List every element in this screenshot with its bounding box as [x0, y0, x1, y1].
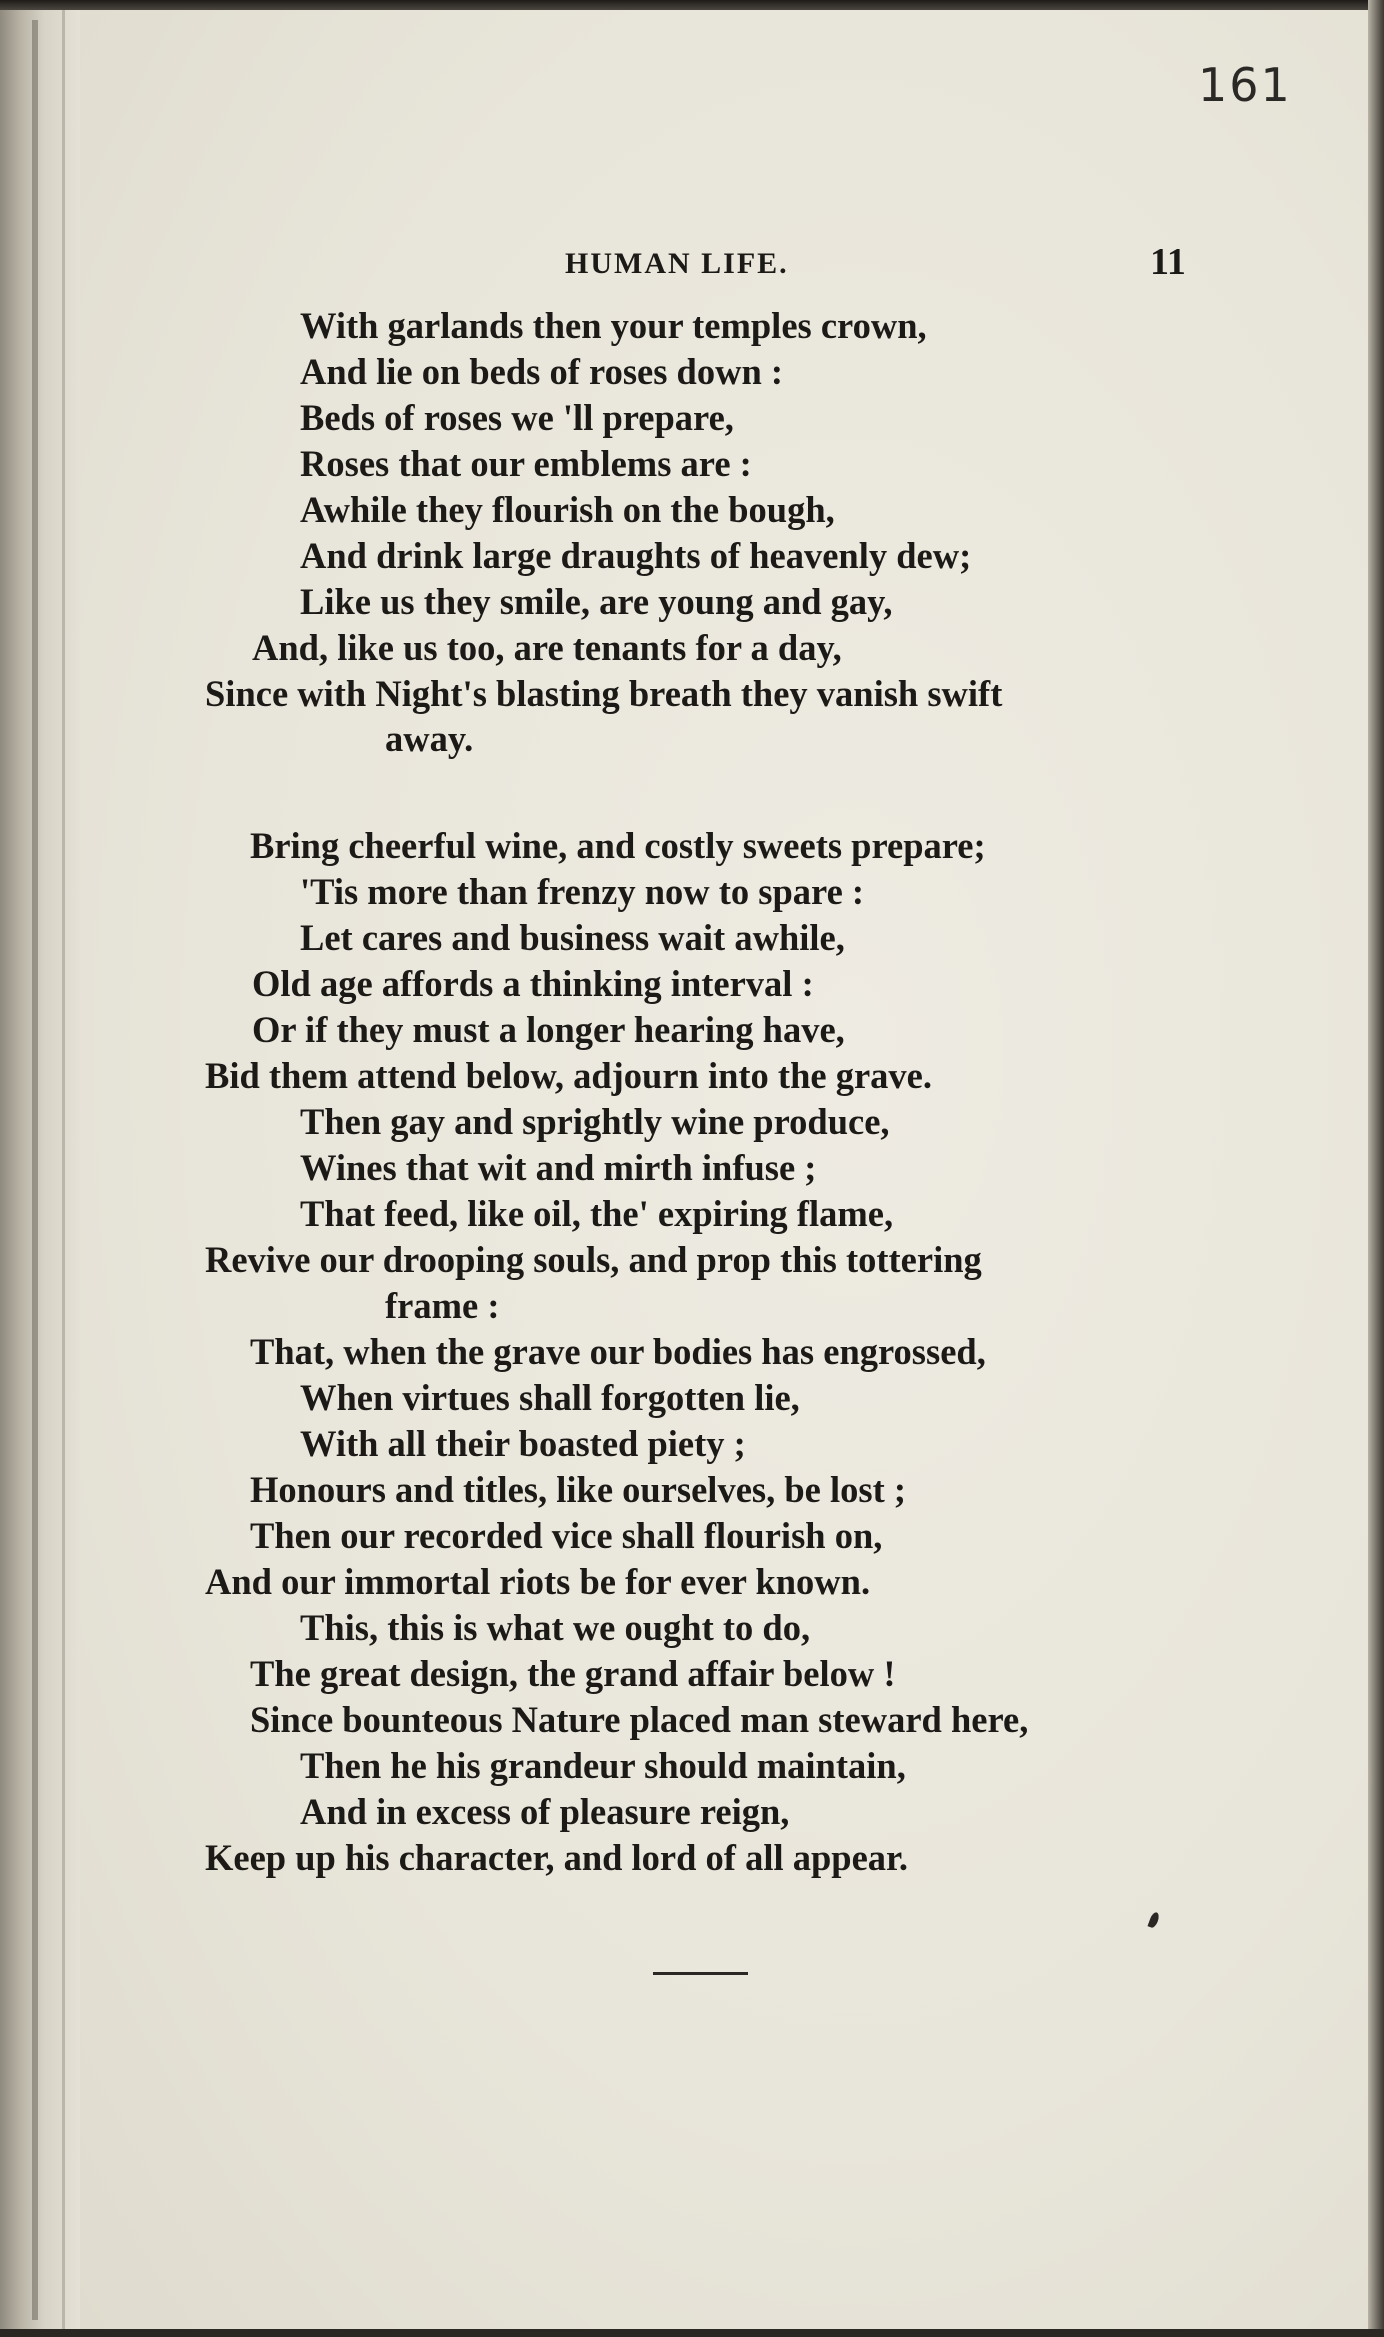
page-number: 11 — [1150, 241, 1186, 283]
poem-line: Since with Night's blasting breath they vanish swift — [205, 673, 1003, 714]
poem-line: The great design, the grand affair below ! — [250, 1653, 896, 1694]
poem-line: When virtues shall forgotten lie, — [300, 1377, 800, 1418]
poem-line: And drink large draughts of heavenly dew; — [300, 535, 972, 576]
end-rule — [653, 1972, 748, 1975]
poem-line: And, like us too, are tenants for a day, — [252, 627, 842, 668]
poem-line: And our immortal riots be for ever known. — [205, 1561, 871, 1602]
binding-gutter — [0, 0, 80, 2337]
binding-crease — [62, 10, 65, 2330]
poem-line: With all their boasted piety ; — [300, 1423, 746, 1464]
poem-line: Then our recorded vice shall flourish on, — [250, 1515, 883, 1556]
poem-line: frame : — [385, 1285, 500, 1326]
scan-edge-top — [0, 0, 1384, 10]
handwritten-folio-number: 161 — [1198, 58, 1292, 112]
poem-line: Keep up his character, and lord of all appear. — [205, 1837, 909, 1878]
poem-line: And lie on beds of roses down : — [300, 351, 784, 392]
poem-line: Then gay and sprightly wine produce, — [300, 1101, 890, 1142]
poem-line: That, when the grave our bodies has engrossed, — [250, 1331, 986, 1372]
poem-line: Bid them attend below, adjourn into the grave. — [205, 1055, 932, 1096]
running-head: HUMAN LIFE. — [565, 247, 789, 280]
poem-line: Bring cheerful wine, and costly sweets prepare; — [250, 825, 986, 866]
poem-line: This, this is what we ought to do, — [300, 1607, 811, 1648]
poem-line: Since bounteous Nature placed man steward here, — [250, 1699, 1029, 1740]
binding-shadow — [32, 20, 38, 2320]
poem-line: With garlands then your temples crown, — [300, 305, 927, 346]
scan-edge-right — [1368, 0, 1384, 2337]
scan-edge-bottom — [0, 2329, 1384, 2337]
poem-line: Honours and titles, like ourselves, be lost ; — [250, 1469, 907, 1510]
poem-line: Let cares and business wait awhile, — [300, 917, 845, 958]
poem-line: Then he his grandeur should maintain, — [300, 1745, 906, 1786]
poem-line: And in excess of pleasure reign, — [300, 1791, 790, 1832]
poem-line: Or if they must a longer hearing have, — [252, 1009, 845, 1050]
poem-line: That feed, like oil, the' expiring flame, — [300, 1193, 894, 1234]
poem-line: Beds of roses we 'll prepare, — [300, 397, 734, 438]
poem-line: Revive our drooping souls, and prop this tottering — [205, 1239, 982, 1280]
poem-line: Roses that our emblems are : — [300, 443, 752, 484]
poem-line: Awhile they flourish on the bough, — [300, 489, 835, 530]
poem-line: Old age affords a thinking interval : — [252, 963, 814, 1004]
poem-line: away. — [385, 718, 474, 759]
poem-line: Wines that wit and mirth infuse ; — [300, 1147, 817, 1188]
poem-line: 'Tis more than frenzy now to spare : — [300, 871, 865, 912]
poem-line: Like us they smile, are young and gay, — [300, 581, 893, 622]
